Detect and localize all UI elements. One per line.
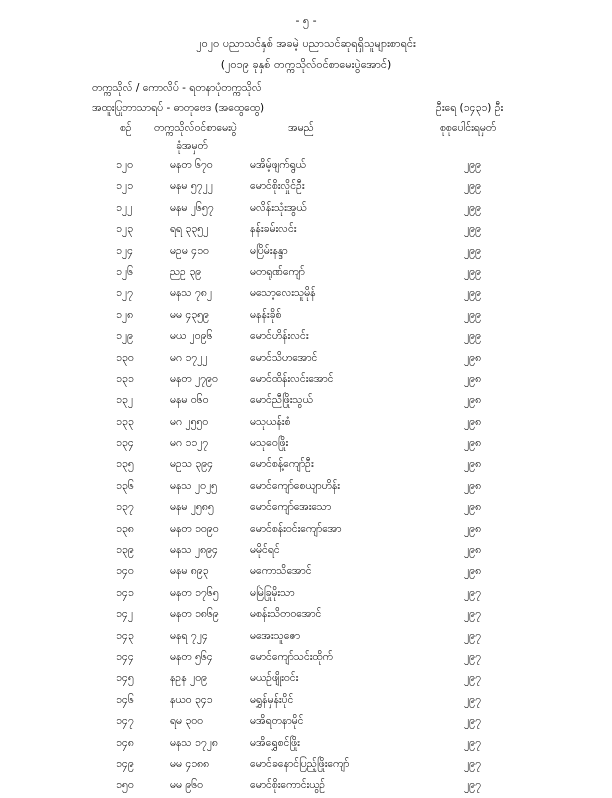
total-score: ၂၉၈ bbox=[464, 544, 482, 557]
column-header-no: စဉ် bbox=[120, 122, 132, 134]
total-score: ၂၉၉ bbox=[464, 330, 481, 343]
student-name: မသော့လေးသူမိုန် bbox=[250, 287, 316, 300]
roll-number: နယဝ ၃၄၁ bbox=[170, 693, 213, 706]
roll-number: မနတ ၂၇၉၀ bbox=[170, 372, 218, 385]
row-number: ၁၂၆ bbox=[116, 265, 133, 278]
student-name: မောင်ကျော်အေးသော bbox=[250, 501, 332, 514]
table-row bbox=[0, 455, 612, 476]
row-number: ၁၃၉ bbox=[116, 544, 134, 557]
student-name: မောင်စိုးလှိုင်ဦး bbox=[250, 180, 305, 193]
roll-number: မနမ ၈၉၃ bbox=[170, 565, 209, 578]
student-name: မကောသိအောင် bbox=[250, 565, 312, 578]
roll-number: မနတ ၁၈၆၉ bbox=[170, 608, 219, 621]
student-name: မလိန်းသုံးအွယ် bbox=[250, 201, 307, 214]
roll-number: ရရ ၃၃၅၂ bbox=[170, 223, 209, 236]
student-name: မောင်စိုးကောင်းယွဉ် bbox=[250, 779, 326, 792]
table-row bbox=[0, 691, 612, 712]
table-row bbox=[0, 434, 612, 455]
student-name: မသုဝေဖြိုး bbox=[250, 437, 289, 450]
table-row bbox=[0, 734, 612, 755]
roll-number: မဥသ ၃၉၄ bbox=[170, 458, 214, 471]
total-score: ၂၉၉ bbox=[464, 159, 481, 171]
total-score: ၂၉၇ bbox=[464, 757, 481, 770]
total-score: ၂၉၉ bbox=[464, 244, 481, 257]
total-score: ၂၉၈ bbox=[464, 437, 482, 450]
student-name: မအေးသူဇော bbox=[250, 629, 301, 642]
total-score: ၂၉၉ bbox=[464, 265, 481, 278]
student-name: မောင်ကျော်စေယျာဟိန်း bbox=[250, 479, 340, 492]
table-row bbox=[0, 263, 612, 284]
table-row bbox=[0, 605, 612, 626]
major-line: အထူးပြုဘာသာရပ် - ဓာတုဗေဒ (အထွေထွေ) bbox=[92, 102, 265, 114]
table-row bbox=[0, 669, 612, 690]
student-name: မပြိမ်းနန္ဒာ bbox=[250, 244, 288, 257]
row-number: ၁၃၁ bbox=[116, 372, 134, 385]
row-number: ၁၄၃ bbox=[116, 629, 134, 642]
row-number: ၁၄၈ bbox=[116, 736, 134, 749]
student-name: နန်းခမ်းလင်း bbox=[250, 223, 297, 236]
row-number: ၁၂၉ bbox=[116, 330, 133, 343]
table-row bbox=[0, 156, 612, 177]
total-score: ၂၉၉ bbox=[464, 180, 481, 193]
roll-number: မနသ ၂၈၉၄ bbox=[170, 544, 218, 557]
roll-number: မနမ ၂၅၈၅ bbox=[170, 501, 214, 514]
total-score: ၂၉၈ bbox=[464, 394, 482, 407]
table-row bbox=[0, 498, 612, 519]
table-row bbox=[0, 349, 612, 370]
university-line: တက္ကသိုလ် / ကောလိပ် - ရတနာပုံတက္ကသိုလ် bbox=[92, 82, 262, 94]
row-number: ၁၂၃ bbox=[116, 223, 133, 236]
total-score: ၂၉၇ bbox=[464, 693, 481, 706]
total-score: ၂၉၈ bbox=[464, 565, 482, 578]
column-header-score: စုစုပေါင်းရမှတ် bbox=[440, 122, 497, 134]
roll-number: မနတ ၆၇၀ bbox=[170, 159, 213, 171]
total-score: ၂၉၇ bbox=[464, 629, 481, 642]
roll-number: ညဥ ၃၉ bbox=[170, 265, 202, 278]
roll-number: မနမ ၀၆၀ bbox=[170, 394, 209, 407]
total-score: ၂၉၉ bbox=[464, 308, 481, 321]
total-score: ၂၉၇ bbox=[464, 672, 481, 685]
roll-number: နဥန ၂၀၉ bbox=[170, 672, 208, 685]
total-score: ၂၉၈ bbox=[464, 372, 482, 385]
total-score: ၂၉၇ bbox=[464, 650, 481, 663]
total-score: ၂၉၇ bbox=[464, 779, 481, 792]
roll-number: မနတ ၁၀၉၀ bbox=[170, 522, 219, 535]
student-name: မောင်ထိန်းလင်းအောင် bbox=[250, 372, 334, 385]
row-number: ၁၄၁ bbox=[116, 586, 134, 599]
table-row bbox=[0, 242, 612, 263]
row-number: ၁၂၄ bbox=[116, 244, 133, 257]
table-row bbox=[0, 776, 612, 797]
row-number: ၁၄၄ bbox=[116, 650, 134, 663]
total-score: ၂၉၇ bbox=[464, 715, 481, 728]
table-row bbox=[0, 413, 612, 434]
row-number: ၁၂၀ bbox=[116, 159, 133, 171]
row-number: ၁၃၆ bbox=[116, 479, 134, 492]
table-row bbox=[0, 220, 612, 241]
student-name: မမိုင်ရင် bbox=[250, 544, 280, 557]
row-number: ၁၅၀ bbox=[116, 779, 134, 792]
student-name: မအိရတနာမိုင် bbox=[250, 715, 304, 728]
row-number: ၁၃၈ bbox=[116, 522, 134, 535]
table-row bbox=[0, 584, 612, 605]
student-name: မနန်းခိုစ် bbox=[250, 308, 282, 321]
column-header-exam: တက္ကသိုလ်ဝင်စာမေးပွဲ bbox=[154, 122, 237, 134]
row-number: ၁၃၇ bbox=[116, 501, 134, 514]
student-name: မောင်စန့်ကျော်ဦး bbox=[250, 458, 314, 471]
table-row bbox=[0, 755, 612, 776]
row-number: ၁၃၃ bbox=[116, 415, 134, 428]
total-score: ၂၉၈ bbox=[464, 479, 482, 492]
row-number: ၁၄၀ bbox=[116, 565, 134, 578]
student-name: မအိမ့်ဖျက်ရွယ် bbox=[250, 159, 306, 171]
document-title: ၂၀၂၀ ပညာသင်နှစ် အခမဲ့ ပညာသင်ဆုရရှိသူများစာရင်း bbox=[196, 37, 416, 50]
column-header-name: အမည် bbox=[288, 122, 314, 134]
roll-number: မနရ ၇၂၄ bbox=[170, 629, 208, 642]
document-subtitle: (၂၀၁၉ ခုနှစ် တက္ကသိုလ်ဝင်စာမေးပွဲအောင်) bbox=[220, 58, 392, 71]
roll-number: မဂ ၁၁၂၇ bbox=[170, 437, 209, 450]
total-score: ၂၉၉ bbox=[464, 201, 481, 214]
total-score: ၂၉၉ bbox=[464, 287, 481, 300]
total-score: ၂၉၈ bbox=[464, 522, 482, 535]
row-number: ၁၂၁ bbox=[116, 180, 133, 193]
total-score: ၂၉၇ bbox=[464, 608, 481, 621]
table-row bbox=[0, 327, 612, 348]
student-name: မအိရွှေစင်ဖြိုး bbox=[250, 736, 300, 749]
student-name: မောင်ကျော်သင်းထိုက် bbox=[250, 650, 333, 663]
row-number: ၁၃၂ bbox=[116, 394, 133, 407]
row-number: ၁၂၂ bbox=[116, 201, 133, 214]
table-row bbox=[0, 306, 612, 327]
roll-number: မနတ ၅၆၄ bbox=[170, 650, 213, 663]
table-row bbox=[0, 562, 612, 583]
table-row bbox=[0, 477, 612, 498]
table-row bbox=[0, 177, 612, 198]
roll-number: မဥမ ၄၁၀ bbox=[170, 244, 209, 257]
total-score: ၂၉၈ bbox=[464, 351, 482, 364]
roll-number: မမ ၄၁၈၈ bbox=[170, 757, 210, 770]
total-score: ၂၉၉ bbox=[464, 223, 481, 236]
table-row bbox=[0, 627, 612, 648]
total-score: ၂၉၇ bbox=[464, 586, 481, 599]
row-number: ၁၄၇ bbox=[116, 715, 134, 728]
row-number: ၁၂၇ bbox=[116, 287, 133, 300]
total-score: ၂၉၈ bbox=[464, 415, 482, 428]
row-number: ၁၃၀ bbox=[116, 351, 134, 364]
row-number: ၁၄၅ bbox=[116, 672, 134, 685]
student-name: မစန်းသိတ၀အောင် bbox=[250, 608, 322, 621]
roll-number: မမ ၉၆၀ bbox=[170, 779, 204, 792]
roll-number: မမ ၄၃၅၉ bbox=[170, 308, 209, 321]
roll-number: မနတ ၁၇၆၅ bbox=[170, 586, 219, 599]
roll-number: မနသ ၁၇၂၈ bbox=[170, 736, 218, 749]
count-header: ဦးရေ (၁၄၃၁) ဦး bbox=[436, 102, 504, 114]
row-number: ၁၄၉ bbox=[116, 757, 134, 770]
student-name: မရွှန်မှန်းပိုင် bbox=[250, 693, 294, 706]
roll-number: ရမ ၃၀၀ bbox=[170, 715, 204, 728]
table-row bbox=[0, 391, 612, 412]
student-name: မောင်ဟိန်းလင်း bbox=[250, 330, 309, 343]
total-score: ၂၉၈ bbox=[464, 458, 482, 471]
student-name: မောင်စန်းဝင်းကျော်အော bbox=[250, 522, 342, 535]
roll-number: မဂ ၁၇၂၂ bbox=[170, 351, 208, 364]
roll-number: မနမ ၂၆၅၇ bbox=[170, 201, 214, 214]
roll-number: မနသ ၂၀၂၅ bbox=[170, 479, 218, 492]
results-table bbox=[0, 156, 612, 798]
student-name: မယဉ်ဖျိုးဝင်း bbox=[250, 672, 299, 685]
row-number: ၁၄၆ bbox=[116, 693, 134, 706]
total-score: ၂၉၈ bbox=[464, 501, 482, 514]
page-number: - ၅ - bbox=[295, 14, 317, 27]
column-header-roll: ခုံအမှတ် bbox=[176, 140, 208, 152]
table-row bbox=[0, 370, 612, 391]
student-name: မသုယန်းစံ bbox=[250, 415, 291, 428]
table-row bbox=[0, 648, 612, 669]
student-name: မောင်သိဟအောင် bbox=[250, 351, 318, 364]
student-name: မမြဲခြုမိုးသာ bbox=[250, 586, 295, 599]
row-number: ၁၄၂ bbox=[116, 608, 133, 621]
table-row bbox=[0, 712, 612, 733]
table-row bbox=[0, 199, 612, 220]
roll-number: မယ ၂၀၉၆ bbox=[170, 330, 213, 343]
roll-number: မဂ ၂၅၅၀ bbox=[170, 415, 209, 428]
row-number: ၁၃၄ bbox=[116, 437, 134, 450]
table-row bbox=[0, 284, 612, 305]
student-name: မောင်ညီဖြိုးသွယ် bbox=[250, 394, 313, 407]
student-name: မတရုဏ်ကျော် bbox=[250, 265, 305, 278]
table-row bbox=[0, 520, 612, 541]
student-name: မောင်ခနောင်ပြည့်ဖြိုးကျော် bbox=[250, 757, 350, 770]
table-row bbox=[0, 541, 612, 562]
roll-number: မနသ ၇၈၂ bbox=[170, 287, 212, 300]
row-number: ၁၃၅ bbox=[116, 458, 134, 471]
total-score: ၂၉၇ bbox=[464, 736, 481, 749]
roll-number: မနမ ၅၇၂၂ bbox=[170, 180, 213, 193]
row-number: ၁၂၈ bbox=[116, 308, 134, 321]
